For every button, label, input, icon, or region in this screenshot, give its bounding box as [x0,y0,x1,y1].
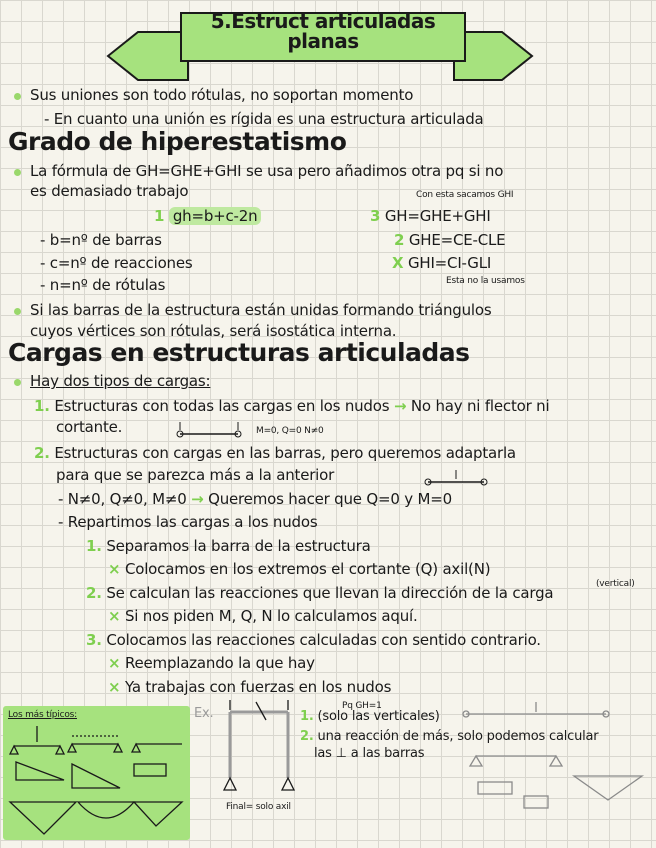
example-note-1-top: Pq GH=1 [342,701,382,711]
step-2-x [108,607,418,625]
step-1 [86,537,371,555]
step-1-x-text: Colocamos en los extremos el cortante (Q) axil(N) [124,560,491,578]
formula-2-row [394,231,505,249]
bar-nodes-diagram [172,422,252,442]
x-mark: × [108,678,121,696]
step-3-x2 [108,678,391,696]
x-mark: × [108,607,121,625]
bullet [14,379,21,386]
formula-gh-row [154,207,261,225]
item-2-detail-1-text: - N≠0, Q≠0, M≠0 [58,490,187,508]
step-3-x1-text: Reemplazando la que hay [124,654,315,672]
step-2-text: Se calculan las reacciones que llevan la dirección de la carga [106,584,554,602]
item-1-text: Estructuras con todas las cargas en los nudos [54,397,390,415]
step-3-number: 3. [86,631,102,649]
x-mark: × [108,560,121,578]
step-2-x-text: Si nos piden M, Q, N lo calculamos aquí. [124,607,418,625]
bullet [14,93,21,100]
typical-cases-sketches [6,722,188,838]
page-title [180,11,466,51]
item-2-detail-1 [58,490,452,508]
step-2-number: 2. [86,584,102,602]
title-line-2: planas [287,29,359,53]
item-1-diagram-label: M=0, Q=0 N≠0 [256,426,324,436]
s1-bullet-2-line-1: Si las barras de la estructura están unidas formando triángulos [30,301,492,319]
step-1-x [108,560,490,578]
item-2-detail-1-goal: Queremos hacer que Q=0 y M=0 [208,490,452,508]
s2-bullet-1: Hay dos tipos de cargas: [30,372,211,390]
arrow-icon: → [191,490,204,508]
example-note-1 [300,708,440,726]
example-final: Final= solo axil [226,802,291,812]
step-1-number: 1. [86,537,102,555]
formula-x: GHI=CI-GLI [407,254,492,272]
intro-bullet-1-sub: - En cuanto una unión es rígida es una estructura articulada [44,110,484,128]
example-note-2-number: 2. [300,729,314,744]
bullet [14,308,21,315]
formula-2-number: 2 [394,231,405,249]
def-c: - c=nº de reacciones [40,254,193,272]
x-mark: × [108,654,121,672]
arrow-icon: → [393,397,407,415]
example-bar-diagram [456,700,652,820]
formula-3-number: 3 [370,207,381,225]
s1-bullet-1-line-2: es demasiado trabajo [30,182,189,200]
item-1-line-2: cortante. [56,418,123,436]
note-top: Con esta sacamos GHI [416,190,514,200]
example-label: Ex. [194,706,214,721]
note-bottom: Esta no la usamos [446,276,525,286]
bullet [14,169,21,176]
step-3-text: Colocamos las reacciones calculadas con sentido contrario. [106,631,541,649]
heading-hiperestatismo: Grado de hiperestatismo [8,127,347,156]
formula-x-mark: X [392,254,404,272]
step-1-text: Separamos la barra de la estructura [106,537,371,555]
s1-bullet-1-line-1: La fórmula de GH=GHE+GHI se usa pero añadimos otra pq si no [30,162,504,180]
formula-gh: gh=b+c-2n [169,207,262,225]
formula-number: 1 [154,207,165,225]
formula-2: GHE=CE-CLE [408,231,506,249]
item-1-number: 1. [34,397,50,415]
item-2-line-2: para que se parezca más a la anterior [56,466,335,484]
step-2 [86,584,553,602]
item-2-text: Estructuras con cargas en las barras, pero queremos adaptarla [54,444,516,462]
example-note-2-text: una reacción de más, solo podemos calcular [317,729,599,744]
example-note-2-line-2: las ⊥ a las barras [314,746,425,761]
def-n: - n=nº de rótulas [40,276,166,294]
step-3-x1 [108,654,315,672]
bar-load-diagram [422,470,492,490]
def-b: - b=nº de barras [40,231,162,249]
item-1-arrow-text: No hay ni flector ni [410,397,550,415]
example-frame-diagram [214,700,314,800]
item-2-line-1 [34,444,516,462]
item-1-line-1 [34,397,549,415]
step-2-note: (vertical) [596,579,635,589]
step-3 [86,631,541,649]
title-line-1: 5.Estruct articuladas [210,9,436,33]
item-2-detail-2: - Repartimos las cargas a los nudos [58,513,318,531]
s1-bullet-2-line-2: cuyos vértices son rótulas, será isostática interna. [30,322,397,340]
panel-title: Los más típicos: [8,710,77,720]
heading-cargas: Cargas en estructuras articuladas [8,338,470,367]
formula-3-row [370,207,491,225]
step-3-x2-text: Ya trabajas con fuerzas en los nudos [124,678,392,696]
formula-x-row [392,254,491,272]
formula-3: GH=GHE+GHI [384,207,491,225]
example-note-1-text: (solo las verticales) [317,709,440,724]
intro-bullet-1: Sus uniones son todo rótulas, no soportan momento [30,86,414,104]
example-note-1-number: 1. [300,709,314,724]
item-2-number: 2. [34,444,50,462]
